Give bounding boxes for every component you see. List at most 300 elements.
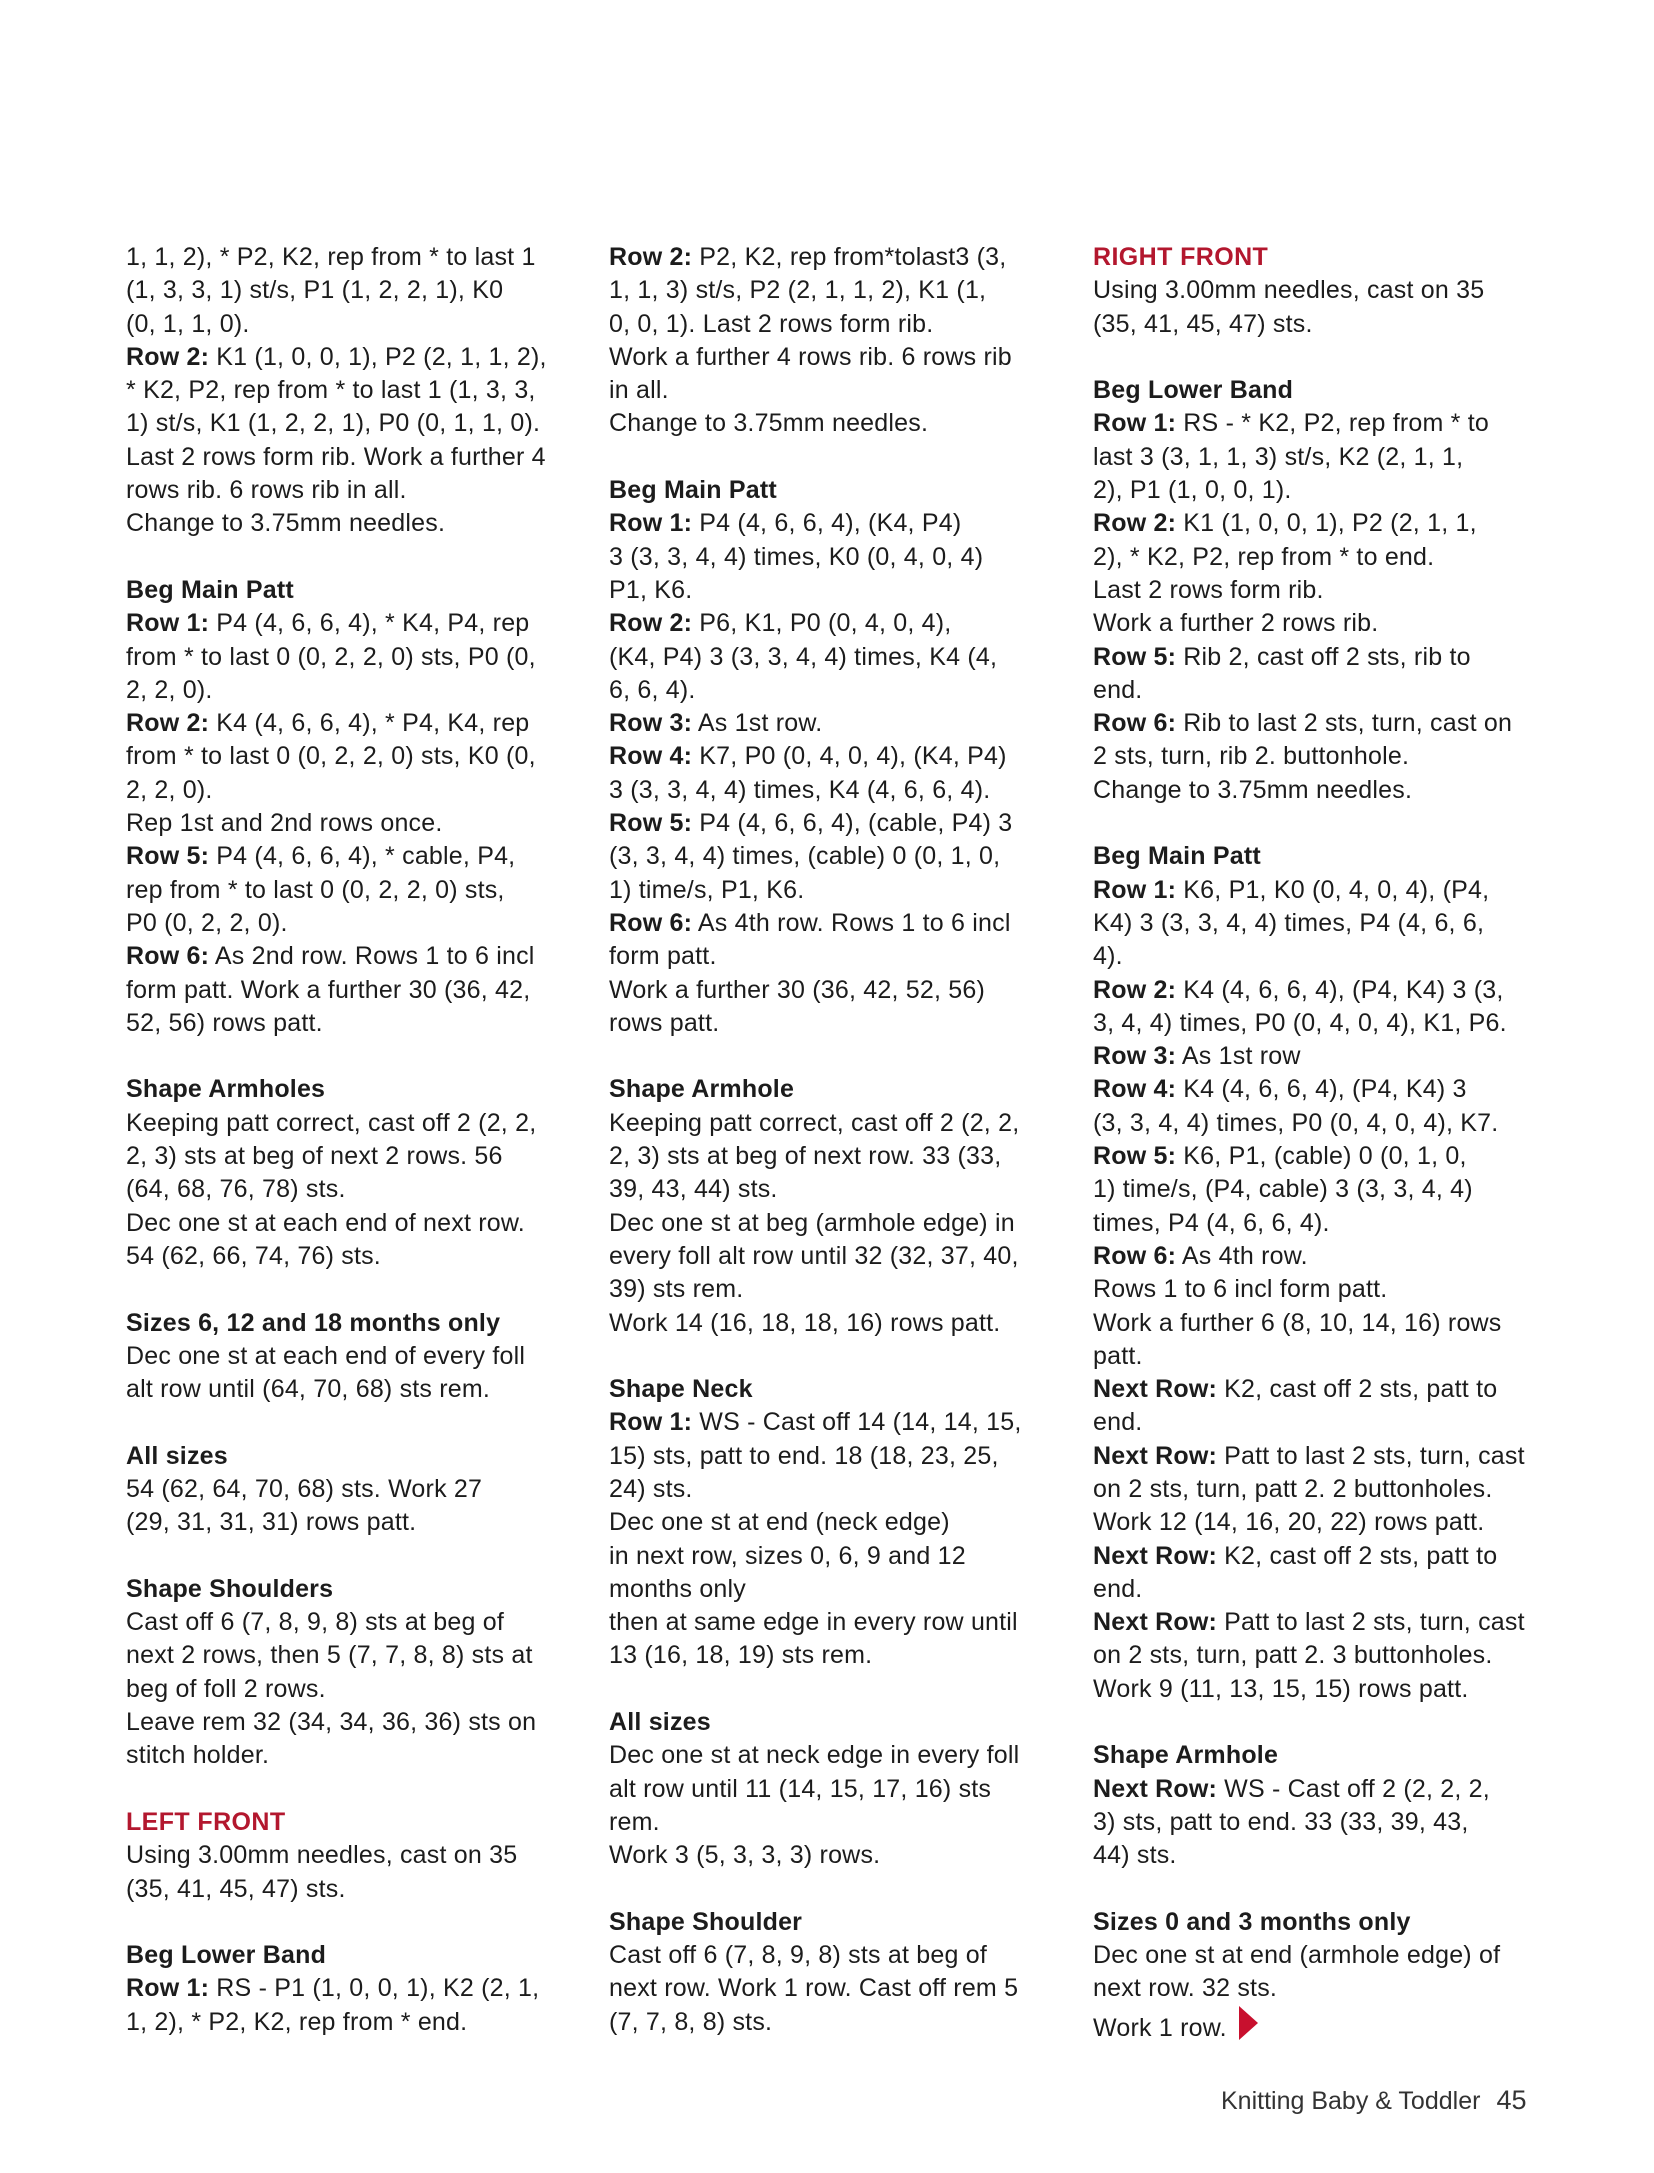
instruction-line	[1093, 2006, 1553, 2045]
instruction-text: then at same edge in every row until	[609, 1608, 1018, 1637]
pattern-section	[126, 1307, 586, 1407]
row-label: Row 2:	[126, 709, 210, 738]
instruction-line	[1093, 1806, 1553, 1839]
instruction-text: alt row until (64, 70, 68) sts rem.	[126, 1375, 491, 1404]
instruction-text: (3, 3, 4, 4) times, (cable) 0 (0, 1, 0,	[609, 842, 1001, 871]
instruction-line	[609, 974, 1069, 1007]
publication-title: Knitting Baby & Toddler	[1221, 2087, 1481, 2115]
instruction-text: in next row, sizes 0, 6, 9 and 12	[609, 1541, 966, 1570]
instruction-text: 6, 6, 4).	[609, 675, 696, 704]
instruction-text: Work 1 row.	[1093, 2013, 1227, 2042]
instruction-text: K4) 3 (3, 3, 4, 4) times, P4 (4, 6, 6,	[1093, 908, 1485, 937]
instruction-line	[609, 1173, 1069, 1206]
instruction-text: Keeping patt correct, cast off 2 (2, 2,	[609, 1108, 1020, 1137]
instruction-line	[609, 1440, 1069, 1473]
instruction-line	[609, 1473, 1069, 1506]
section-heading: Shape Armhole	[1093, 1741, 1279, 1770]
row-label: Row 5:	[126, 842, 210, 871]
pattern-section	[126, 574, 586, 1040]
pattern-section	[609, 1906, 1069, 2039]
instruction-line	[609, 341, 1069, 374]
instruction-text: 2), * K2, P2, rep from * to end.	[1093, 542, 1435, 571]
instruction-line	[126, 1739, 586, 1772]
instruction-line	[609, 940, 1069, 973]
instruction-text: K2, cast off 2 sts, patt to	[1217, 1375, 1498, 1404]
row-label: Row 1:	[126, 1974, 210, 2003]
instruction-line	[609, 374, 1069, 407]
pattern-section	[1093, 374, 1553, 807]
instruction-text: Rib to last 2 sts, turn, cast on	[1176, 709, 1513, 738]
instruction-line	[609, 874, 1069, 907]
instruction-line	[1093, 1573, 1553, 1606]
row-label: Row 4:	[609, 742, 693, 771]
instruction-text: Dec one st at each end of every foll	[126, 1341, 526, 1370]
instruction-text: form patt. Work a further 30 (36, 42,	[126, 975, 531, 1004]
instruction-text: K4 (4, 6, 6, 4), (P4, K4) 3 (3,	[1176, 975, 1504, 1004]
instruction-text: 0, 0, 1). Last 2 rows form rib.	[609, 309, 934, 338]
instruction-text: (3, 3, 4, 4) times, P0 (0, 4, 0, 4), K7.	[1093, 1108, 1499, 1137]
row-label: Row 4:	[1093, 1075, 1177, 1104]
instruction-text: P4 (4, 6, 6, 4), (cable, P4) 3	[692, 809, 1013, 838]
instruction-line	[126, 774, 586, 807]
instruction-text: 39) sts rem.	[609, 1275, 744, 1304]
instruction-line	[126, 341, 586, 374]
instruction-line	[126, 707, 586, 740]
instruction-text: (7, 7, 8, 8) sts.	[609, 2007, 773, 2036]
column-3	[1093, 241, 1553, 2045]
instruction-text: 1) time/s, P1, K6.	[609, 875, 805, 904]
row-label: Row 6:	[1093, 1241, 1177, 1270]
instruction-line	[126, 374, 586, 407]
instruction-text: Dec one st at end (armhole edge) of	[1093, 1941, 1501, 1970]
row-label: Next Row:	[1093, 1774, 1218, 1803]
row-label: Next Row:	[1093, 1441, 1218, 1470]
instruction-line	[609, 1506, 1069, 1539]
instruction-line	[126, 1673, 586, 1706]
instruction-line	[609, 1140, 1069, 1173]
instruction-line	[126, 1207, 586, 1240]
instruction-line	[609, 1739, 1069, 1772]
page-footer	[1221, 2085, 1526, 2116]
row-label: Row 3:	[609, 709, 693, 738]
instruction-line	[1093, 774, 1553, 807]
instruction-text: Rib 2, cast off 2 sts, rib to	[1176, 642, 1471, 671]
instruction-line	[609, 740, 1069, 773]
instruction-text: patt.	[1093, 1341, 1143, 1370]
instruction-line	[1093, 1207, 1553, 1240]
instruction-text: Cast off 6 (7, 8, 9, 8) sts at beg of	[609, 1941, 987, 1970]
instruction-line	[126, 940, 586, 973]
instruction-line	[1093, 1773, 1553, 1806]
instruction-text: WS - Cast off 2 (2, 2, 2,	[1217, 1774, 1490, 1803]
instruction-text: 13 (16, 18, 19) sts rem.	[609, 1641, 873, 1670]
pattern-section	[126, 241, 586, 541]
instruction-text: Patt to last 2 sts, turn, cast	[1217, 1608, 1525, 1637]
instruction-text: 44) sts.	[1093, 1841, 1177, 1870]
instruction-text: (29, 31, 31, 31) rows patt.	[126, 1508, 417, 1537]
instruction-text: from * to last 0 (0, 2, 2, 0) sts, P0 (0,	[126, 642, 536, 671]
instruction-text: K2, cast off 2 sts, patt to	[1217, 1541, 1498, 1570]
instruction-line	[609, 674, 1069, 707]
instruction-line	[609, 1406, 1069, 1439]
instruction-text: next row. 32 sts.	[1093, 1974, 1278, 2003]
instruction-line	[1093, 1506, 1553, 1539]
row-label: Row 6:	[1093, 709, 1177, 738]
instruction-text: K4 (4, 6, 6, 4), (P4, K4) 3	[1176, 1075, 1467, 1104]
instruction-text: K6, P1, K0 (0, 4, 0, 4), (P4,	[1176, 875, 1490, 904]
instruction-line	[1093, 441, 1553, 474]
instruction-text: As 1st row	[1176, 1042, 1301, 1071]
instruction-text: Change to 3.75mm needles.	[1093, 775, 1413, 804]
column-1	[126, 241, 586, 2039]
pattern-section	[1093, 241, 1553, 341]
instruction-text: 2 sts, turn, rib 2. buttonhole.	[1093, 742, 1410, 771]
instruction-text: Work a further 6 (8, 10, 14, 16) rows	[1093, 1308, 1502, 1337]
instruction-text: beg of foll 2 rows.	[126, 1674, 326, 1703]
instruction-line	[609, 541, 1069, 574]
instruction-line	[609, 1240, 1069, 1273]
instruction-text: Rows 1 to 6 incl form patt.	[1093, 1275, 1388, 1304]
instruction-line	[609, 274, 1069, 307]
instruction-text: on 2 sts, turn, patt 2. 3 buttonholes.	[1093, 1641, 1493, 1670]
instruction-line	[609, 707, 1069, 740]
instruction-line	[126, 1873, 586, 1906]
pattern-section	[126, 1073, 586, 1273]
instruction-line	[1093, 507, 1553, 540]
pattern-part-heading: LEFT FRONT	[126, 1807, 286, 1836]
instruction-text: stitch holder.	[126, 1741, 270, 1770]
instruction-text: Dec one st at neck edge in every foll	[609, 1741, 1020, 1770]
instruction-line	[609, 574, 1069, 607]
instruction-line	[126, 1373, 586, 1406]
instruction-text: Work 3 (5, 3, 3, 3) rows.	[609, 1841, 881, 1870]
instruction-text: Work a further 2 rows rib.	[1093, 609, 1379, 638]
instruction-line	[609, 1273, 1069, 1306]
instruction-text: Work 12 (14, 16, 20, 22) rows patt.	[1093, 1508, 1485, 1537]
instruction-line	[1093, 308, 1553, 341]
pattern-section	[609, 1073, 1069, 1339]
instruction-line	[126, 407, 586, 440]
instruction-line	[1093, 541, 1553, 574]
instruction-line	[126, 441, 586, 474]
instruction-text: 54 (62, 66, 74, 76) sts.	[126, 1241, 381, 1270]
instruction-text: Keeping patt correct, cast off 2 (2, 2,	[126, 1108, 537, 1137]
instruction-text: P4 (4, 6, 6, 4), * K4, P4, rep	[209, 609, 530, 638]
instruction-line	[126, 840, 586, 873]
instruction-text: in all.	[609, 376, 669, 405]
instruction-line	[1093, 1007, 1553, 1040]
instruction-text: Work a further 30 (36, 42, 52, 56)	[609, 975, 985, 1004]
instruction-line	[609, 1839, 1069, 1872]
instruction-text: on 2 sts, turn, patt 2. 2 buttonholes.	[1093, 1474, 1493, 1503]
instruction-line	[1093, 1373, 1553, 1406]
section-heading: Shape Neck	[609, 1375, 753, 1404]
instruction-line	[609, 1107, 1069, 1140]
instruction-line	[126, 740, 586, 773]
instruction-line	[1093, 1273, 1553, 1306]
instruction-text: 3) sts, patt to end. 33 (33, 39, 43,	[1093, 1807, 1469, 1836]
instruction-line	[609, 1007, 1069, 1040]
instruction-text: Change to 3.75mm needles.	[126, 509, 446, 538]
instruction-line	[1093, 641, 1553, 674]
instruction-text: As 2nd row. Rows 1 to 6 incl	[209, 942, 535, 971]
instruction-line	[1093, 407, 1553, 440]
pattern-section	[126, 1939, 586, 2039]
instruction-line	[1093, 1839, 1553, 1872]
instruction-line	[126, 1639, 586, 1672]
instruction-text: form patt.	[609, 942, 717, 971]
section-heading: Beg Main Patt	[609, 476, 777, 505]
instruction-text: Dec one st at end (neck edge)	[609, 1508, 950, 1537]
instruction-text: P4 (4, 6, 6, 4), (K4, P4)	[692, 509, 962, 538]
pattern-section	[609, 1373, 1069, 1673]
instruction-text: times, P4 (4, 6, 6, 4).	[1093, 1208, 1330, 1237]
row-label: Row 6:	[126, 942, 210, 971]
instruction-text: end.	[1093, 1574, 1143, 1603]
instruction-text: end.	[1093, 675, 1143, 704]
instruction-line	[1093, 1240, 1553, 1273]
instruction-line	[609, 1773, 1069, 1806]
instruction-line	[609, 774, 1069, 807]
instruction-line	[126, 241, 586, 274]
instruction-text: 3 (3, 3, 4, 4) times, K4 (4, 6, 6, 4).	[609, 775, 991, 804]
row-label: Next Row:	[1093, 1541, 1218, 1570]
instruction-line	[1093, 1340, 1553, 1373]
instruction-text: WS - Cast off 14 (14, 14, 15,	[692, 1408, 1022, 1437]
instruction-line	[126, 1606, 586, 1639]
row-label: Row 6:	[609, 908, 693, 937]
section-heading: Shape Shoulders	[126, 1574, 334, 1603]
instruction-line	[1093, 574, 1553, 607]
instruction-line	[1093, 607, 1553, 640]
instruction-text: K6, P1, (cable) 0 (0, 1, 0,	[1176, 1142, 1467, 1171]
instruction-text: next 2 rows, then 5 (7, 7, 8, 8) sts at	[126, 1641, 533, 1670]
instruction-text: K4 (4, 6, 6, 4), * P4, K4, rep	[209, 709, 530, 738]
instruction-text: alt row until 11 (14, 15, 17, 16) sts	[609, 1774, 992, 1803]
instruction-line	[1093, 707, 1553, 740]
row-label: Next Row:	[1093, 1375, 1218, 1404]
section-heading: Beg Main Patt	[1093, 842, 1261, 871]
instruction-text: (0, 1, 1, 0).	[126, 309, 250, 338]
section-heading: Beg Main Patt	[126, 575, 294, 604]
section-heading: Shape Shoulder	[609, 1907, 803, 1936]
instruction-line	[1093, 474, 1553, 507]
page-number: 45	[1496, 2085, 1527, 2115]
section-heading: All sizes	[126, 1441, 228, 1470]
instruction-text: (K4, P4) 3 (3, 3, 4, 4) times, K4 (4,	[609, 642, 998, 671]
instruction-text: end.	[1093, 1408, 1143, 1437]
instruction-text: 2, 2, 0).	[126, 675, 213, 704]
row-label: Row 1:	[1093, 875, 1177, 904]
instruction-text: months only	[609, 1574, 746, 1603]
instruction-line	[126, 1506, 586, 1539]
instruction-line	[126, 874, 586, 907]
row-label: Row 1:	[1093, 409, 1177, 438]
instruction-line	[609, 607, 1069, 640]
instruction-line	[1093, 674, 1553, 707]
instruction-text: RS - * K2, P2, rep from * to	[1176, 409, 1490, 438]
instruction-text: Using 3.00mm needles, cast on 35	[1093, 276, 1485, 305]
section-heading: Sizes 0 and 3 months only	[1093, 1907, 1411, 1936]
instruction-line	[609, 1939, 1069, 1972]
row-label: Row 3:	[1093, 1042, 1177, 1071]
instruction-text: 2, 3) sts at beg of next 2 rows. 56	[126, 1142, 503, 1171]
instruction-text: 2), P1 (1, 0, 0, 1).	[1093, 476, 1292, 505]
instruction-line	[126, 641, 586, 674]
instruction-line	[609, 2006, 1069, 2039]
pattern-section	[126, 1573, 586, 1773]
instruction-text: (35, 41, 45, 47) sts.	[1093, 309, 1313, 338]
instruction-text: 54 (62, 64, 70, 68) sts. Work 27	[126, 1474, 483, 1503]
row-label: Row 2:	[126, 342, 210, 371]
instruction-line	[1093, 274, 1553, 307]
instruction-text: 2, 3) sts at beg of next row. 33 (33,	[609, 1142, 1002, 1171]
row-label: Row 5:	[1093, 642, 1177, 671]
instruction-text: (35, 41, 45, 47) sts.	[126, 1874, 346, 1903]
instruction-line	[126, 1839, 586, 1872]
instruction-text: 52, 56) rows patt.	[126, 1008, 323, 1037]
instruction-text: RS - P1 (1, 0, 0, 1), K2 (2, 1,	[209, 1974, 540, 2003]
instruction-text: Change to 3.75mm needles.	[609, 409, 929, 438]
instruction-text: As 4th row. Rows 1 to 6 incl	[692, 908, 1011, 937]
instruction-line	[1093, 1606, 1553, 1639]
row-label: Row 2:	[1093, 975, 1177, 1004]
instruction-line	[126, 974, 586, 1007]
instruction-text: Cast off 6 (7, 8, 9, 8) sts at beg of	[126, 1608, 504, 1637]
instruction-line	[126, 507, 586, 540]
instruction-text: Rep 1st and 2nd rows once.	[126, 809, 443, 838]
instruction-line	[126, 474, 586, 507]
instruction-text: 24) sts.	[609, 1474, 693, 1503]
instruction-text: Leave rem 32 (34, 34, 36, 36) sts on	[126, 1708, 537, 1737]
instruction-text: 1) st/s, K1 (1, 2, 2, 1), P0 (0, 1, 1, 0).	[126, 409, 541, 438]
instruction-line	[1093, 1540, 1553, 1573]
instruction-line	[609, 1540, 1069, 1573]
pattern-section	[609, 241, 1069, 441]
instruction-line	[609, 1307, 1069, 1340]
instruction-text: rem.	[609, 1807, 660, 1836]
instruction-text: rows rib. 6 rows rib in all.	[126, 476, 407, 505]
instruction-line	[126, 1240, 586, 1273]
continue-arrow-icon	[1239, 2006, 1258, 2040]
instruction-line	[1093, 940, 1553, 973]
instruction-line	[126, 2006, 586, 2039]
instruction-line	[126, 1007, 586, 1040]
row-label: Row 1:	[126, 609, 210, 638]
column-2	[609, 241, 1069, 2039]
instruction-line	[609, 1972, 1069, 2005]
instruction-line	[126, 1340, 586, 1373]
instruction-text: next row. Work 1 row. Cast off rem 5	[609, 1974, 1019, 2003]
instruction-text: 3, 4, 4) times, P0 (0, 4, 0, 4), K1, P6.	[1093, 1008, 1507, 1037]
row-label: Next Row:	[1093, 1608, 1218, 1637]
instruction-text: K7, P0 (0, 4, 0, 4), (K4, P4)	[692, 742, 1007, 771]
instruction-line	[126, 308, 586, 341]
instruction-line	[609, 1639, 1069, 1672]
instruction-text: 1, 1, 3) st/s, P2 (2, 1, 1, 2), K1 (1,	[609, 276, 987, 305]
instruction-line	[1093, 1173, 1553, 1206]
instruction-text: P2, K2, rep from*tolast3 (3,	[692, 243, 1007, 271]
instruction-text: K1 (1, 0, 0, 1), P2 (2, 1, 1, 2),	[209, 342, 547, 371]
instruction-text: K1 (1, 0, 0, 1), P2 (2, 1, 1,	[1176, 509, 1477, 538]
section-heading: Sizes 6, 12 and 18 months only	[126, 1308, 501, 1337]
instruction-line	[126, 607, 586, 640]
section-heading: Beg Lower Band	[1093, 376, 1294, 405]
section-heading: Beg Lower Band	[126, 1941, 327, 1970]
row-label: Row 5:	[1093, 1142, 1177, 1171]
instruction-line	[126, 807, 586, 840]
instruction-line	[1093, 1040, 1553, 1073]
instruction-line	[1093, 1639, 1553, 1672]
instruction-text: P1, K6.	[609, 575, 693, 604]
instruction-line	[609, 840, 1069, 873]
instruction-line	[126, 1107, 586, 1140]
pattern-part-heading: RIGHT FRONT	[1093, 243, 1269, 271]
instruction-text: rep from * to last 0 (0, 2, 2, 0) sts,	[126, 875, 505, 904]
instruction-line	[609, 1207, 1069, 1240]
instruction-text: from * to last 0 (0, 2, 2, 0) sts, K0 (0,	[126, 742, 536, 771]
instruction-line	[609, 308, 1069, 341]
instruction-text: Dec one st at each end of next row.	[126, 1208, 525, 1237]
section-heading: Shape Armhole	[609, 1075, 795, 1104]
instruction-text: 15) sts, patt to end. 18 (18, 23, 25,	[609, 1441, 999, 1470]
instruction-line	[126, 1140, 586, 1173]
instruction-text: Work 14 (16, 18, 18, 16) rows patt.	[609, 1308, 1001, 1337]
section-heading: All sizes	[609, 1708, 711, 1737]
instruction-text: every foll alt row until 32 (32, 37, 40,	[609, 1241, 1019, 1270]
instruction-line	[1093, 874, 1553, 907]
pattern-section	[1093, 840, 1553, 1706]
instruction-line	[126, 1173, 586, 1206]
pattern-section	[126, 1440, 586, 1540]
instruction-text: 3 (3, 3, 4, 4) times, K0 (0, 4, 0, 4)	[609, 542, 984, 571]
instruction-text: 4).	[1093, 942, 1123, 971]
instruction-text: 1, 2), * P2, K2, rep from * end.	[126, 2007, 468, 2036]
row-label: Row 1:	[609, 509, 693, 538]
instruction-line	[609, 1806, 1069, 1839]
instruction-line	[609, 1573, 1069, 1606]
instruction-line	[126, 1972, 586, 2005]
instruction-line	[609, 407, 1069, 440]
instruction-line	[1093, 1406, 1553, 1439]
instruction-line	[1093, 1673, 1553, 1706]
instruction-line	[1093, 1107, 1553, 1140]
pattern-section	[126, 1806, 586, 1906]
instruction-text: Last 2 rows form rib.	[1093, 575, 1324, 604]
instruction-text: Dec one st at beg (armhole edge) in	[609, 1208, 1015, 1237]
instruction-line	[1093, 1939, 1553, 1972]
pattern-section	[609, 1706, 1069, 1872]
instruction-text: Patt to last 2 sts, turn, cast	[1217, 1441, 1525, 1470]
instruction-text: As 1st row.	[692, 709, 823, 738]
instruction-text: As 4th row.	[1176, 1241, 1308, 1270]
instruction-line	[1093, 1073, 1553, 1106]
instruction-text: Last 2 rows form rib. Work a further 4	[126, 442, 546, 471]
pattern-section	[1093, 1739, 1553, 1872]
section-heading: Shape Armholes	[126, 1075, 326, 1104]
instruction-line	[126, 674, 586, 707]
instruction-line	[609, 907, 1069, 940]
instruction-line	[1093, 974, 1553, 1007]
instruction-line	[1093, 1140, 1553, 1173]
instruction-line	[126, 1706, 586, 1739]
instruction-line	[126, 1473, 586, 1506]
instruction-text: P0 (0, 2, 2, 0).	[126, 908, 288, 937]
instruction-line	[609, 507, 1069, 540]
instruction-line	[1093, 1972, 1553, 2005]
instruction-text: (1, 3, 3, 1) st/s, P1 (1, 2, 2, 1), K0	[126, 276, 504, 305]
pattern-section	[1093, 1906, 1553, 2045]
